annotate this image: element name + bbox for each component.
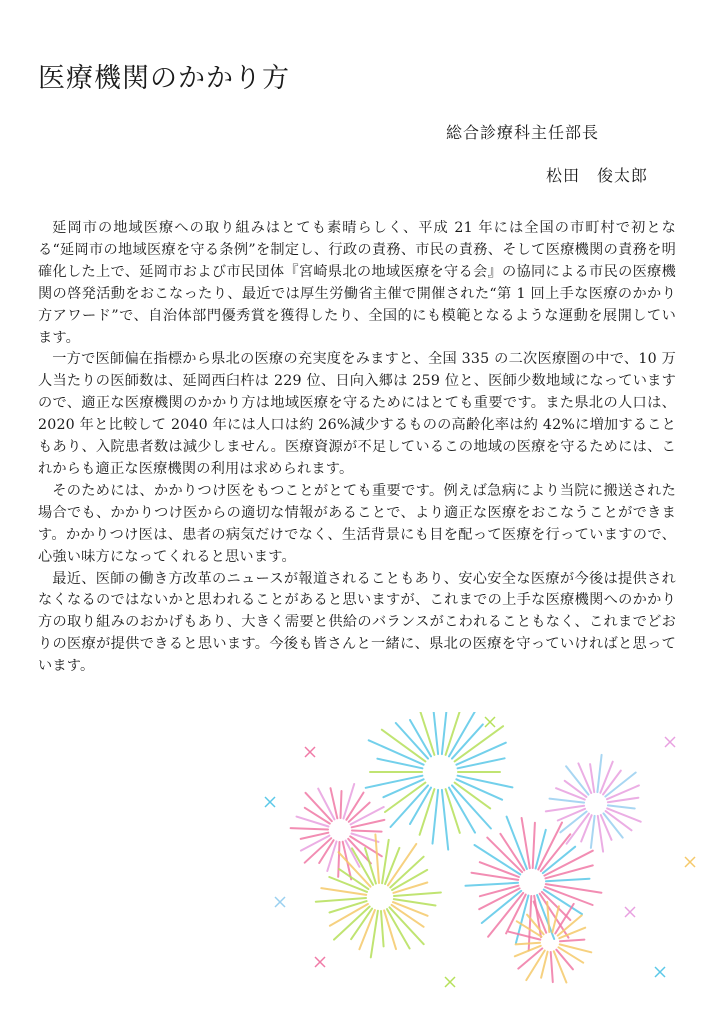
sparkle	[265, 797, 275, 807]
sparkle	[445, 977, 455, 987]
page-title: 医療機関のかかり方	[38, 63, 290, 94]
sparkle	[625, 907, 635, 917]
firework-burst	[366, 712, 513, 850]
firework-burst	[509, 902, 592, 983]
fireworks-icon	[250, 712, 710, 1012]
sparkle	[665, 737, 675, 747]
sparkle	[305, 747, 315, 757]
sparkle	[485, 717, 495, 727]
author-role: 総合診療科主任部長	[446, 123, 600, 142]
sparkle	[685, 857, 695, 867]
paragraph: そのためには、かかりつけ医をもつことがとても重要です。例えば急病により当院に搬送された場合でも、かかりつけ医からの適切な情報があることで、より適正な医療をおこなうことができます。かかりつけ医は、患者の病気だけでなく、生活背景にも目を配って医療を行っていますので、心強い味方になってくれると思います。	[38, 482, 676, 565]
firework-burst	[546, 755, 641, 852]
author-name: 松田 俊太郎	[546, 166, 649, 185]
firework-burst	[316, 835, 441, 958]
sparkle	[275, 897, 285, 907]
paragraph: 一方で医師偏在指標から県北の医療の充実度をみますと、全国 335 の二次医療圏の中で、10 万人当たりの医師数は、延岡西臼杵は 229 位、日向入郷は 259 位と、医師少数地域になっていますので、適正な医療機関のかかり方は地域医療を守るためにはとても重要です。また県北の人口は、2020 年と比較して 2040 年には人口は約 26%減少するものの高齢化率は約 42%に増加することもあり、入院患者数は減少しません。医療資源が不足しているこの地域の医療を守るためには、これからも適正な医療機関の利用は求められます。	[38, 351, 676, 477]
paragraph: 最近、医師の働き方改革のニュースが報道されることもあり、安心安全な医療が今後は提供されなくなるのではないかと思われることがあると思いますが、これまでの上手な医療機関へのかかり方の取り組みのおかげもあり、大きく需要と供給のバランスがこわれることもなく、これまでどおりの医療が提供できると思います。今後も皆さんと一緒に、県北の医療を守っていければと思っています。	[38, 570, 676, 675]
sparkle	[315, 957, 325, 967]
article-body	[38, 218, 676, 678]
sparkle	[655, 967, 665, 977]
paragraph: 延岡市の地域医療への取り組みはとても素晴らしく、平成 21 年には全国の市町村で初となる“延岡市の地域医療を守る条例”を制定し、行政の責務、市民の責務、そして医療機関の責務を明確化した上で、延岡市および市民団体『宮崎県北の地域医療を守る会』の協同による市民の医療機関の啓発活動をおこなったり、最近では厚生労働省主催で開催された“第 1 回上手な医療のかかり方アワード”で、自治体部門優秀賞を獲得したり、全国的にも模範となるような運動を展開しています。	[38, 220, 676, 346]
